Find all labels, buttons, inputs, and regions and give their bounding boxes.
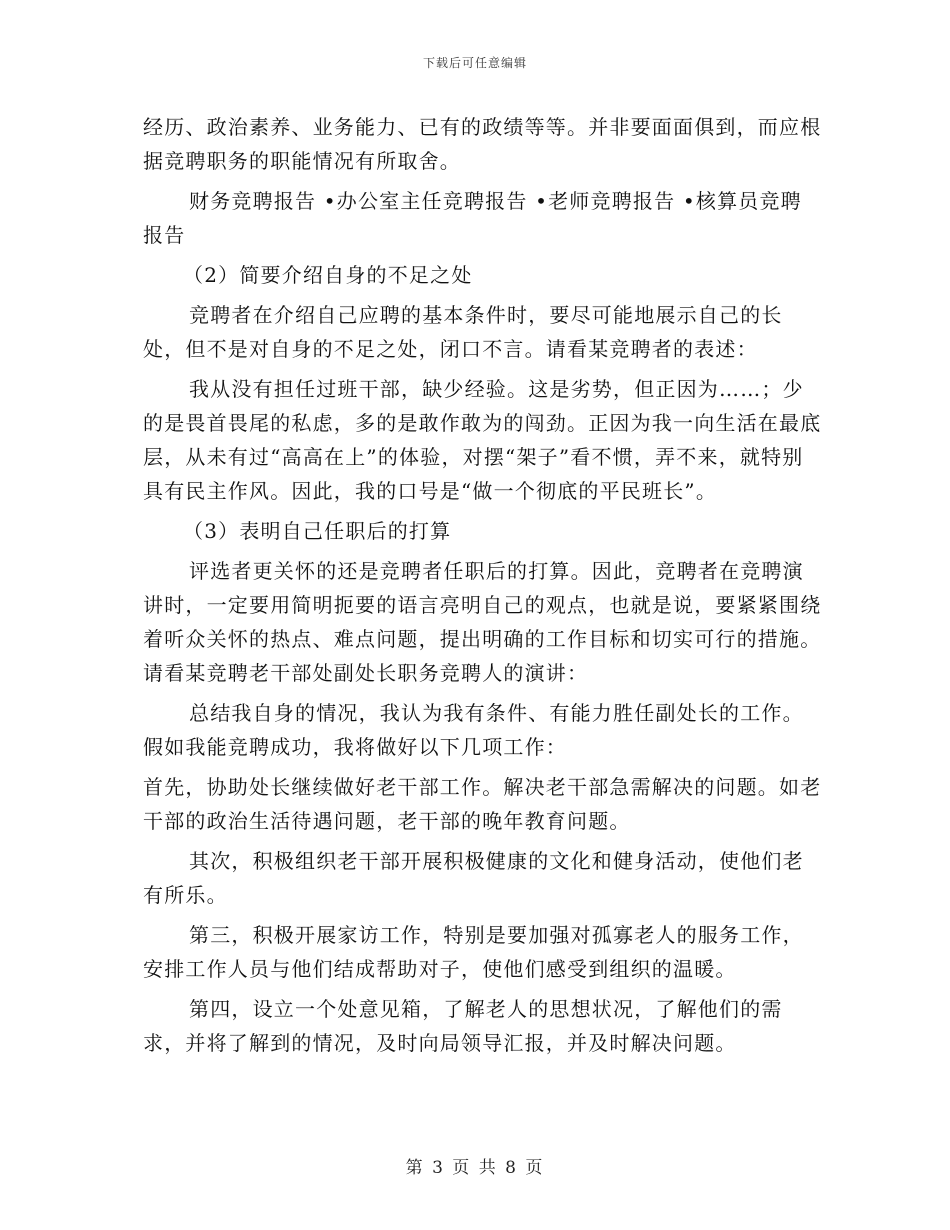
- quote-paragraph: 我从没有担任过班干部，缺少经验。这是劣势，但正因为……；少的是畏首畏尾的私虑，多的是敢作敢为的闯劲。正因为我一向生活在最底层，从未有过“高高在上”的体验，对摆“架子”看不惯，弄不来，就特别具有民主作风。因此，我的口号是“做一个彻底的平民班长”。: [143, 377, 822, 503]
- list-item-first: 首先，协助处长继续做好老干部工作。解决老干部急需解决的问题。如老干部的政治生活待遇问题，老干部的晚年教育问题。: [143, 775, 822, 833]
- paragraph: 竞聘者在介绍自己应聘的基本条件时，要尽可能地展示自己的长处，但不是对自身的不足之处，闭口不言。请看某竞聘者的表述：: [143, 303, 783, 361]
- quote-paragraph: 总结我自身的情况，我认为我有条件、有能力胜任副处长的工作。假如我能竞聘成功，我将做好以下几项工作：: [143, 701, 804, 759]
- section-heading-3: （3）表明自己任职后的打算: [183, 519, 452, 543]
- section-heading-2: （2）简要介绍自身的不足之处: [183, 263, 473, 287]
- document-body: [143, 110, 823, 1060]
- page-header: 下载后可任意编辑: [422, 56, 527, 70]
- list-item-third: 第三，积极开展家访工作，特别是要加强对孤寡老人的服务工作，安排工作人员与他们结成帮助对子，使他们感受到组织的温暖。: [143, 923, 804, 981]
- list-item-second: 其次，积极组织老干部开展积极健康的文化和健身活动，使他们老有所乐。: [143, 849, 804, 907]
- paragraph: 评选者更关怀的还是竞聘者任职后的打算。因此，竞聘者在竞聘演讲时，一定要用简明扼要的语言亮明自己的观点，也就是说，要紧紧围绕着听众关怀的热点、难点问题，提出明确的工作目标和切实可行的措施。请看某竞聘老干部处副处长职务竞聘人的演讲：: [143, 559, 822, 685]
- paragraph-related-links: 财务竞聘报告 •办公室主任竞聘报告 •老师竞聘报告 •核算员竞聘报告: [143, 189, 802, 247]
- list-item-fourth: 第四，设立一个处意见箱，了解老人的思想状况，了解他们的需求，并将了解到的情况，及时向局领导汇报，并及时解决问题。: [143, 997, 783, 1055]
- paragraph-continuation: 经历、政治素养、业务能力、已有的政绩等等。并非要面面俱到，而应根据竞聘职务的职能情况有所取舍。: [143, 115, 822, 173]
- page-number: 第 3 页 共 8 页: [405, 1158, 545, 1178]
